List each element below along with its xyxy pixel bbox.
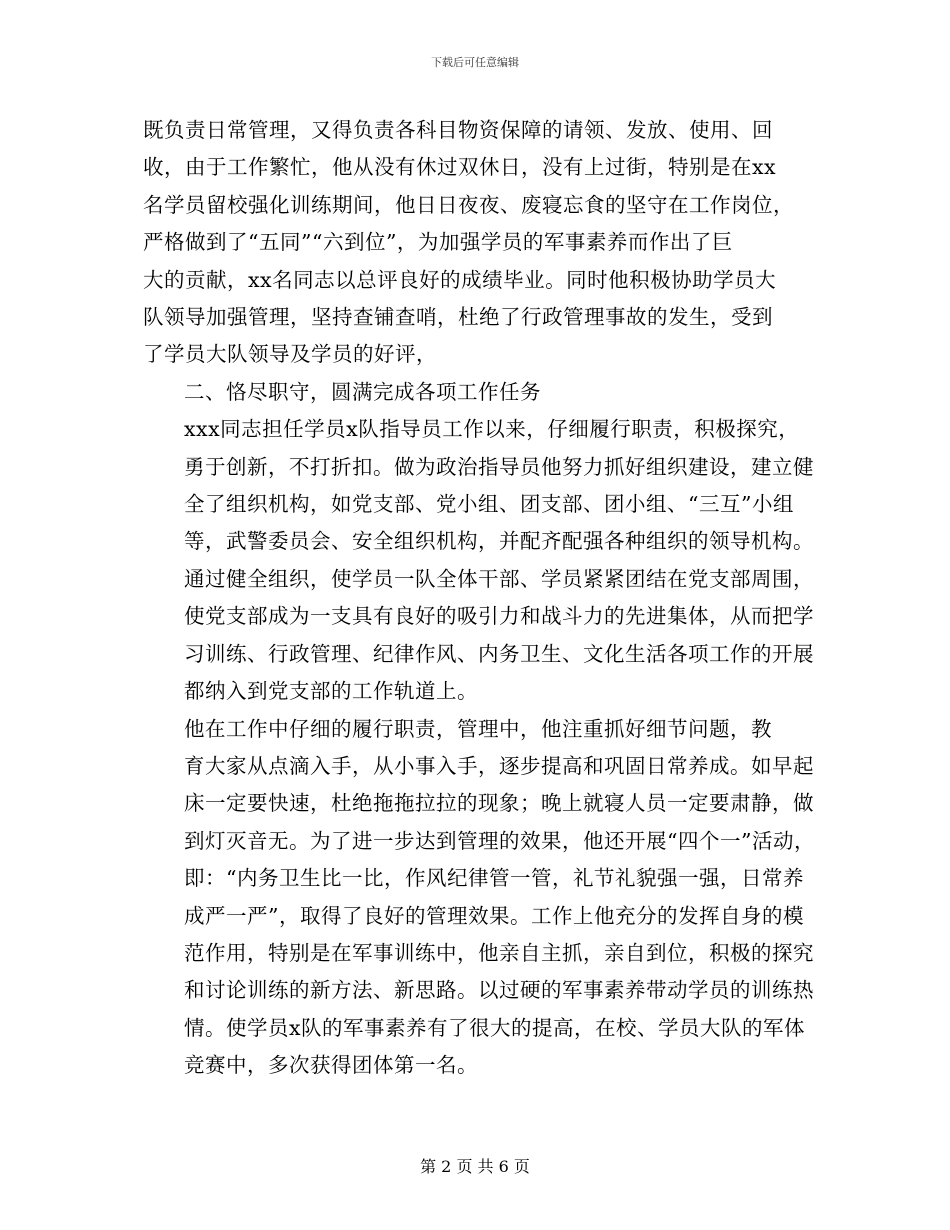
- text-line: 即：“内务卫生比一比，作风纪律管一管，礼节礼貌强一强，日常养: [184, 866, 804, 891]
- text-line: 使党支部成为一支具有良好的吸引力和战斗力的先进集体，从而把学: [184, 604, 814, 629]
- paragraph: [143, 374, 833, 411]
- text-line: 大的贡献，xx名同志以总评良好的成绩毕业。同时他积极协助学员大: [143, 267, 777, 292]
- text-line: 全了组织机构，如党支部、党小组、团支部、团小组、“三互”小组: [184, 492, 794, 517]
- paragraph: [143, 711, 833, 1085]
- text-line: 通过健全组织，使学员一队全体干部、学员紧紧团结在党支部周围，: [184, 566, 814, 591]
- text-line: 等，武警委员会、安全组织机构，并配齐配强各种组织的领导机构。: [184, 529, 814, 554]
- text-line: 勇于创新，不打折扣。做为政治指导员他努力抓好组织建设，建立健: [184, 454, 814, 479]
- text-line: 了学员大队领导及学员的好评，: [143, 342, 437, 367]
- text-line: 到灯灭音无。为了进一步达到管理的效果，他还开展“四个一”活动，: [184, 828, 815, 853]
- text-line: 名学员留校强化训练期间，他日日夜夜、废寝忘食的坚守在工作岗位，: [143, 192, 794, 217]
- text-line: 收，由于工作繁忙，他从没有休过双休日，没有上过街，特别是在xx: [143, 155, 777, 180]
- text-line: 严格做到了“五同”“六到位”，为加强学员的军事素养而作出了巨: [143, 230, 733, 255]
- page-header: 下载后可任意编辑: [431, 56, 519, 69]
- text-line: 习训练、行政管理、纪律作风、内务卫生、文化生活各项工作的开展: [184, 641, 814, 666]
- text-line: xxx同志担任学员x队指导员工作以来，仔细履行职责，积极探究，: [184, 417, 800, 442]
- text-line: 都纳入到党支部的工作轨道上。: [184, 679, 478, 704]
- text-line: 育大家从点滴入手，从小事入手，逐步提高和巩固日常养成。如早起: [184, 753, 814, 778]
- text-line: 床一定要快速，杜绝拖拖拉拉的现象；晚上就寝人员一定要肃静，做: [184, 791, 814, 816]
- text-line: 既负责日常管理，又得负责各科目物资保障的请领、发放、使用、回: [143, 118, 773, 142]
- text-line: 二、恪尽职守，圆满完成各项工作任务: [184, 379, 541, 404]
- text-line: 竞赛中，多次获得团体第一名。: [184, 1053, 478, 1078]
- paragraph: [143, 411, 833, 710]
- paragraph: [143, 112, 833, 374]
- document-body: [143, 112, 833, 1085]
- text-line: 和讨论训练的新方法、新思路。以过硬的军事素养带动学员的训练热: [184, 978, 814, 1003]
- page-footer: 第 2 页 共 6 页: [420, 1157, 530, 1176]
- text-line: 范作用，特别是在军事训练中，他亲自主抓，亲自到位，积极的探究: [184, 940, 814, 965]
- text-line: 情。使学员x队的军事素养有了很大的提高，在校、学员大队的军体: [184, 1015, 806, 1040]
- text-line: 他在工作中仔细的履行职责，管理中，他注重抓好细节问题，教: [184, 716, 772, 741]
- text-line: 队领导加强管理，坚持查铺查哨，杜绝了行政管理事故的发生，受到: [143, 305, 773, 330]
- text-line: 成严一严”，取得了良好的管理效果。工作上他充分的发挥自身的模: [184, 903, 804, 928]
